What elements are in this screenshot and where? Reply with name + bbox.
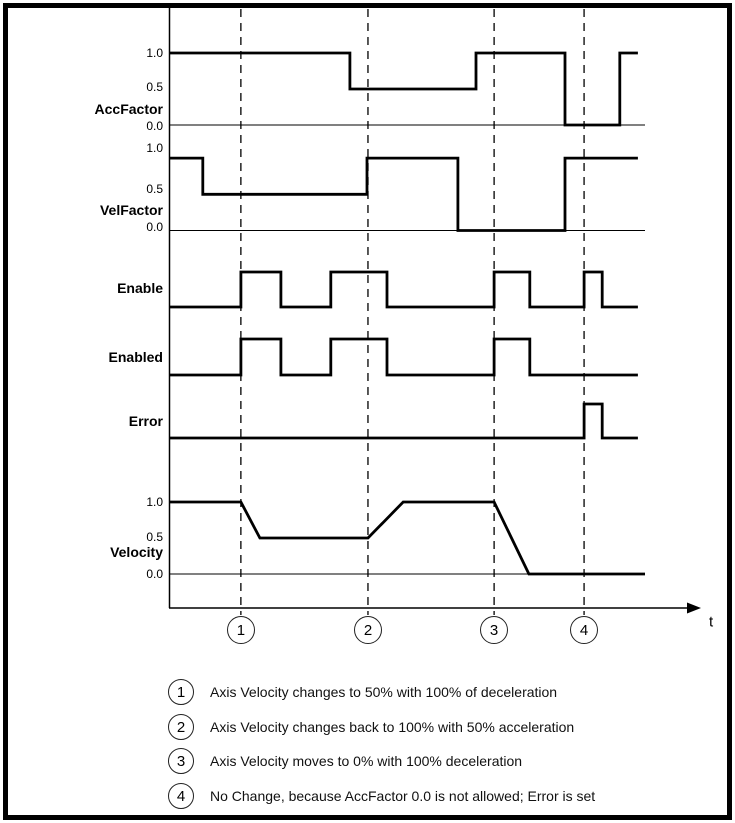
event-marker-2: 2 — [354, 616, 382, 644]
track-label-enabled: Enabled — [108, 349, 163, 365]
tick-accfactor-0-0: 0.0 — [146, 119, 163, 133]
legend-text-2: Axis Velocity changes back to 100% with 50% acceleration — [210, 719, 575, 735]
legend-marker-4: 4 — [168, 783, 194, 809]
tick-accfactor-1-0: 1.0 — [146, 46, 163, 60]
legend-marker-3: 3 — [168, 748, 194, 774]
tick-velocity-0-0: 0.0 — [146, 567, 163, 581]
legend-text-1: Axis Velocity changes to 50% with 100% of deceleration — [210, 684, 558, 700]
track-label-velocity: Velocity — [110, 544, 163, 560]
track-label-error: Error — [128, 413, 163, 429]
tick-velocity-0-5: 0.5 — [146, 530, 163, 544]
event-marker-3: 3 — [480, 616, 508, 644]
track-label-accfactor: AccFactor — [94, 101, 163, 117]
tick-accfactor-0-5: 0.5 — [146, 80, 163, 94]
tick-velfactor-0-0: 0.0 — [146, 220, 163, 234]
time-axis-label: t — [709, 613, 714, 631]
event-marker-1: 1 — [227, 616, 255, 644]
legend-text-3: Axis Velocity moves to 0% with 100% deceleration — [210, 753, 523, 769]
legend-marker-2: 2 — [168, 714, 194, 740]
tick-velocity-1-0: 1.0 — [146, 495, 163, 509]
tick-velfactor-0-5: 0.5 — [146, 182, 163, 196]
event-marker-4: 4 — [570, 616, 598, 644]
tick-velfactor-1-0: 1.0 — [146, 141, 163, 155]
legend-text-4: No Change, because AccFactor 0.0 is not allowed; Error is set — [210, 788, 596, 804]
legend-marker-1: 1 — [168, 679, 194, 705]
track-label-enable: Enable — [117, 280, 163, 296]
track-label-velfactor: VelFactor — [99, 202, 163, 218]
